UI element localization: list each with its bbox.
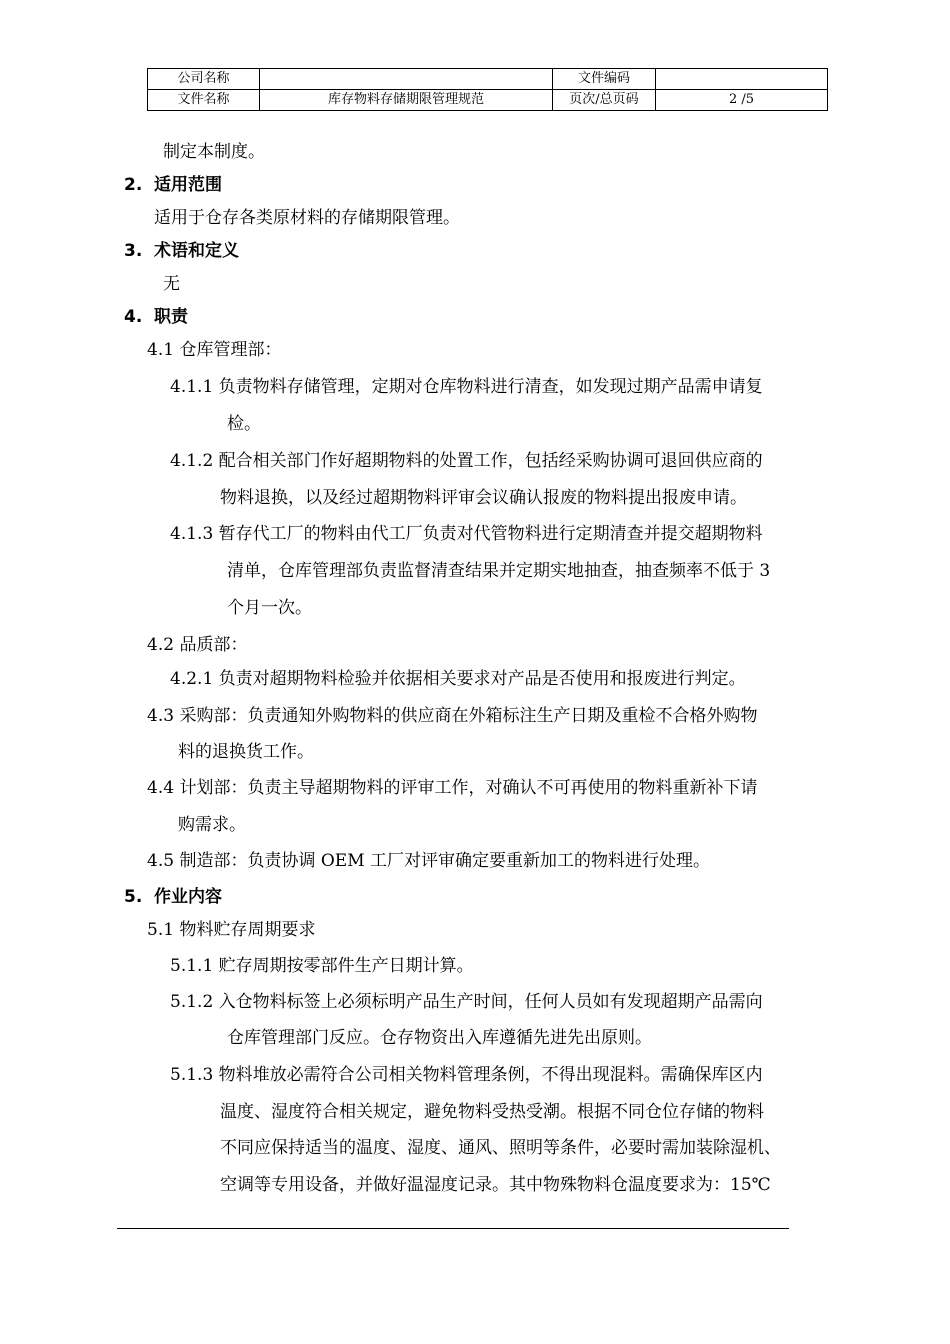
body-line: 4.2 品质部：	[147, 635, 248, 655]
body-line: 制定本制度。	[163, 142, 265, 162]
footer-rule	[117, 1228, 789, 1229]
body-line: 5.1.1 贮存周期按零部件生产日期计算。	[170, 956, 474, 976]
body-line: 清单，仓库管理部负责监督清查结果并定期实地抽查，抽查频率不低于 3	[227, 561, 771, 581]
body-line: 4.1.2 配合相关部门作好超期物料的处置工作，包括经采购协调可退回供应商的	[170, 451, 763, 471]
body-line: 4.4 计划部：负责主导超期物料的评审工作，对确认不可再使用的物料重新补下请	[147, 778, 758, 798]
doc-code-label: 文件编码	[553, 69, 656, 90]
section-title: 作业内容	[154, 887, 222, 907]
body-line: 4.1.1 负责物料存储管理，定期对仓库物料进行清查，如发现过期产品需申请复	[170, 377, 763, 397]
section-number: 4.	[124, 307, 143, 327]
section-title: 职责	[154, 307, 188, 327]
file-name-value: 库存物料存储期限管理规范	[260, 90, 553, 111]
header-row-company	[148, 69, 828, 90]
section-number: 3.	[124, 241, 143, 261]
body-line: 不同应保持适当的温度、湿度、通风、照明等条件，必要时需加装除湿机、	[220, 1138, 781, 1158]
section-heading-terms	[124, 240, 239, 262]
body-line: 4.1 仓库管理部：	[147, 340, 282, 360]
body-line: 5.1 物料贮存周期要求	[147, 920, 316, 940]
body-line: 个月一次。	[227, 598, 312, 618]
page-label: 页次/总页码	[553, 90, 656, 111]
file-name-label: 文件名称	[148, 90, 260, 111]
page-value: 2 /5	[656, 90, 828, 111]
section-number: 2.	[124, 175, 143, 195]
header-row-file	[148, 90, 828, 111]
body-line: 5.1.3 物料堆放必需符合公司相关物料管理条例，不得出现混料。需确保库区内	[170, 1065, 763, 1085]
body-line: 物料退换，以及经过超期物料评审会议确认报废的物料提出报废申请。	[220, 488, 747, 508]
body-line: 仓库管理部门反应。仓存物资出入库遵循先进先出原则。	[227, 1028, 652, 1048]
section-number: 5.	[124, 887, 143, 907]
body-line: 温度、湿度符合相关规定，避免物料受热受潮。根据不同仓位存储的物料	[220, 1102, 764, 1122]
body-line: 适用于仓存各类原材料的存储期限管理。	[154, 208, 460, 228]
body-line: 空调等专用设备，并做好温湿度记录。其中物殊物料仓温度要求为：15℃	[220, 1175, 771, 1195]
document-header-table	[147, 68, 828, 111]
body-line: 4.1.3 暂存代工厂的物料由代工厂负责对代管物料进行定期清查并提交超期物料	[170, 524, 763, 544]
body-line: 5.1.2 入仓物料标签上必须标明产品生产时间，任何人员如有发现超期产品需向	[170, 992, 763, 1012]
body-line: 料的退换货工作。	[178, 742, 314, 762]
section-heading-duties	[124, 306, 188, 328]
doc-code-value	[656, 69, 828, 90]
section-title: 术语和定义	[154, 241, 239, 261]
section-heading-operations	[124, 886, 222, 908]
company-label: 公司名称	[148, 69, 260, 90]
body-line: 4.3 采购部：负责通知外购物料的供应商在外箱标注生产日期及重检不合格外购物	[147, 706, 758, 726]
company-value	[260, 69, 553, 90]
body-line: 无	[163, 274, 180, 294]
section-title: 适用范围	[154, 175, 222, 195]
body-line: 4.2.1 负责对超期物料检验并依据相关要求对产品是否使用和报废进行判定。	[170, 669, 746, 689]
body-line: 4.5 制造部：负责协调 OEM 工厂对评审确定要重新加工的物料进行处理。	[147, 851, 710, 871]
body-line: 检。	[227, 414, 261, 434]
section-heading-scope	[124, 174, 222, 196]
body-line: 购需求。	[178, 815, 246, 835]
